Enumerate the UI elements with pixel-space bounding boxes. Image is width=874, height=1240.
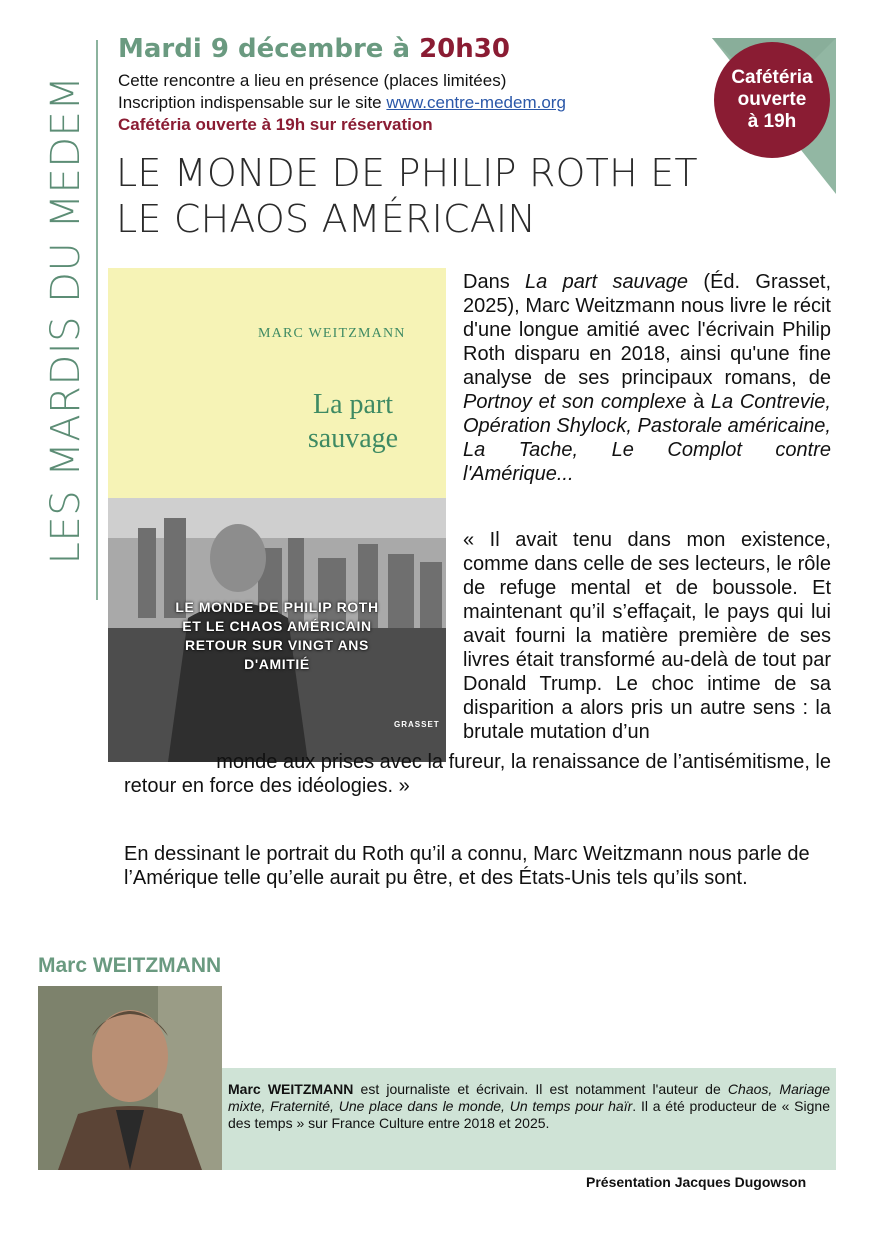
cafeteria-badge [714,42,830,158]
event-time: 20h30 [419,34,510,64]
page-title-line-2: LE CHAOS AMÉRICAIN [116,197,536,241]
bio-text-b: . Il a été producteur de « Signe des temps » sur France Culture entre 2018 et 2025. [228,1098,830,1131]
badge-line-1: Cafétéria [731,67,813,88]
cover-title [288,388,418,456]
badge-line-2: ouverte [737,89,807,110]
cover-band-line-3: RETOUR SUR VINGT ANS [185,637,369,653]
registration-text: Inscription indispensable sur le site [118,93,382,112]
intro-text-b: (Éd. Grasset, 2025), Marc Weitzmann nous livre le récit d'une longue amitié avec l'écrivain Philip Roth disparu en 2018, ainsi qu'une fine analyse de ses principaux romans, de [463,271,832,389]
cover-author: MARC WEITZMANN [258,326,406,341]
cafeteria-note: Cafétéria ouverte à 19h sur réservation [118,115,433,134]
website-link[interactable]: www.centre-medem.org [386,93,566,112]
cover-title-line-1: La part [312,389,394,420]
cover-band-line-1: LE MONDE DE PHILIP ROTH [175,599,379,615]
book-cover [108,268,446,762]
event-date [118,34,510,64]
series-title-text: LES MARDIS DU MEDEM [43,75,89,565]
paragraph-quote: « Il avait tenu dans mon existence, comme dans celle de ses lecteurs, le rôle de refuge mental et de boussole. Et maintenant qu’il s’effaçait, le pays qui lui avait fourni la matière première de ses livres était transformé au-delà de tout par Donald Trump. Le choc intime de sa disparition a alors pris un autre sens : la brutale mutation d’un [463,529,831,743]
cover-title-line-2: sauvage [307,423,399,454]
series-title-vertical [36,40,96,600]
paragraph-quote-continued [124,750,831,798]
bio-works: Chaos, Mariage mixte, Fraternité, Une place dans le monde, Un temps pour haïr [228,1081,831,1114]
page-title [116,150,698,242]
bio-text-a: est journaliste et écrivain. Il est notamment l'auteur de [360,1081,721,1097]
cover-band-line-2: ET LE CHAOS AMÉRICAIN [182,618,372,634]
intro-book-title: La part sauvage [525,271,689,293]
divider-line [96,40,98,600]
cover-top-panel [108,268,446,498]
page-title-line-1: LE MONDE DE PHILIP ROTH ET [116,151,698,195]
event-info [118,70,566,136]
intro-text-a: Dans [463,271,510,293]
quote-continued-line-2: retour en force des idéologies. » [124,775,410,797]
event-date-text: Mardi 9 décembre à [118,34,411,64]
bio-author-name: Marc WEITZMANN [228,1081,354,1097]
author-portrait-illustration [38,986,222,1170]
author-photo [38,986,222,1170]
intro-works-2: La Contrevie, Opération Shylock, Pastorale américaine, La Tache, Le Complot contre l'Amérique... [463,391,831,485]
quote-continued-line-1: monde aux prises avec la fureur, la renaissance de l’antisémitisme, le [216,751,831,773]
attendance-note: Cette rencontre a lieu en présence (places limitées) [118,71,507,90]
paragraph-intro [463,270,831,486]
cover-publisher: GRASSET [394,720,440,729]
intro-works-1: Portnoy et son complexe [463,391,687,413]
intro-text-c: à [693,391,705,413]
author-heading: Marc WEITZMANN [38,954,222,977]
cover-band [108,598,446,674]
cover-band-line-4: D'AMITIÉ [244,656,310,672]
author-bio-box [222,1068,836,1170]
badge-line-3: à 19h [747,111,797,132]
paragraph-conclusion: En dessinant le portrait du Roth qu’il a connu, Marc Weitzmann nous parle de l’Amérique telle qu’elle aurait pu être, et des États-Unis tels qu’ils sont. [124,843,810,889]
registration-note [118,92,566,114]
author-bio [228,1081,830,1132]
presentation-credit: Présentation Jacques Dugowson [586,1174,807,1190]
